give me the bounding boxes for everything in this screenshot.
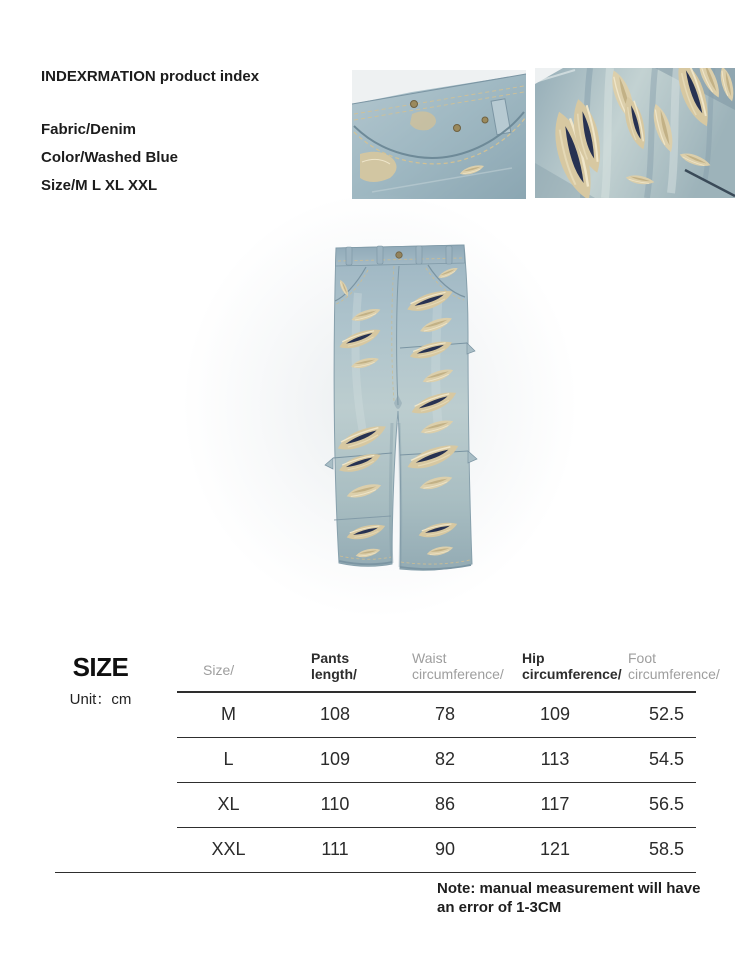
- col-header-pants-length: Pants length/: [311, 650, 357, 682]
- size-heading: SIZE: [72, 652, 129, 682]
- size-row-l: [177, 737, 723, 782]
- size-row-xxl: [177, 827, 723, 872]
- size-line: Size/M L XL XXL: [41, 177, 158, 194]
- size-row-xl: [177, 782, 723, 827]
- size-table-header: [177, 650, 723, 690]
- cell-size: XL: [217, 794, 240, 814]
- measurement-note-line2: an error of 1-3CM: [437, 899, 562, 916]
- jeans-main-photo: [278, 233, 488, 583]
- measurement-note-line1: Note: manual measurement will have: [437, 880, 701, 897]
- cell-waist: 90: [434, 839, 456, 859]
- col-header-foot: Foot circumference/: [628, 650, 720, 682]
- cell-pants: 110: [320, 794, 350, 814]
- cell-pants: 109: [319, 749, 351, 769]
- measurement-note: [437, 879, 722, 917]
- cell-hip: 121: [539, 839, 571, 859]
- cell-waist: 78: [434, 704, 456, 724]
- cell-foot: 58.5: [648, 839, 685, 859]
- jeans-waistband-detail-photo: [352, 70, 526, 199]
- jeans-distress-detail-photo: [535, 68, 735, 198]
- fabric-line: Fabric/Denim: [41, 121, 137, 138]
- product-index-title: INDEXRMATION product index: [41, 68, 260, 85]
- cell-pants: 108: [319, 704, 351, 724]
- cell-pants: 111: [321, 839, 349, 859]
- cell-hip: 109: [539, 704, 571, 724]
- col-header-size: Size/: [203, 662, 235, 678]
- cell-size: M: [221, 704, 236, 724]
- col-header-waist: Waist circumference/: [412, 650, 504, 682]
- unit-label: Unit：cm: [69, 691, 132, 708]
- cell-waist: 82: [434, 749, 456, 769]
- cell-waist: 86: [434, 794, 456, 814]
- cell-hip: 117: [540, 794, 570, 814]
- cell-size: XXL: [211, 839, 246, 859]
- table-bottom-rule: [55, 872, 696, 873]
- size-row-m: [177, 692, 723, 737]
- col-header-hip: Hip circumference/: [522, 650, 622, 682]
- cell-foot: 52.5: [648, 704, 685, 724]
- cell-foot: 56.5: [648, 794, 685, 814]
- cell-size: L: [223, 749, 234, 769]
- cell-hip: 113: [540, 749, 570, 769]
- cell-foot: 54.5: [648, 749, 685, 769]
- color-line: Color/Washed Blue: [41, 149, 178, 166]
